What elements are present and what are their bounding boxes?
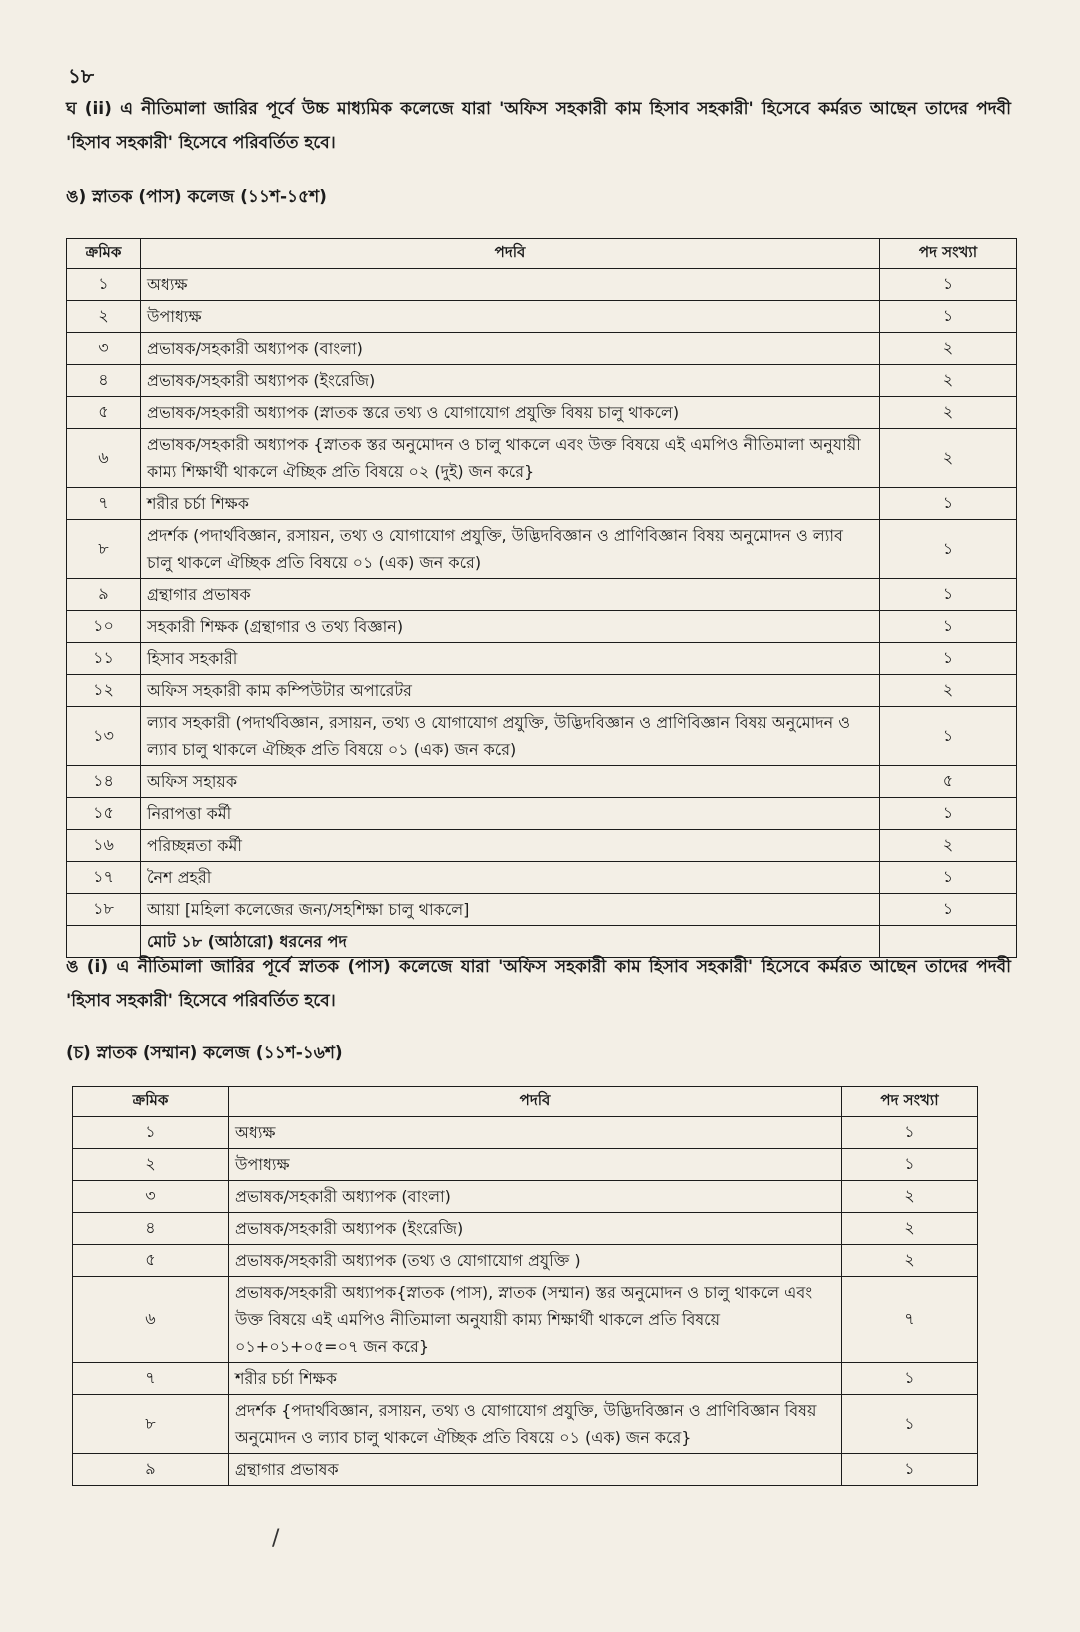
row-serial: ২: [73, 1149, 229, 1181]
row-count: ১: [880, 301, 1017, 333]
row-count: ১: [880, 798, 1017, 830]
table-row: [73, 1363, 978, 1395]
table-row: [67, 643, 1017, 675]
table-row: [73, 1454, 978, 1486]
row-count: ১: [880, 269, 1017, 301]
row-post: অধ্যক্ষ: [229, 1117, 842, 1149]
table-row: [73, 1395, 978, 1454]
row-count: ১: [880, 707, 1017, 766]
header-count: পদ সংখ্যা: [880, 239, 1017, 269]
row-count: ২: [880, 429, 1017, 488]
row-count: ১: [880, 579, 1017, 611]
row-count: ৭: [842, 1277, 978, 1363]
page-number: ১৮: [68, 64, 94, 88]
table-header-row: [73, 1087, 978, 1117]
table-row: [67, 766, 1017, 798]
row-serial: ৪: [73, 1213, 229, 1245]
row-post: ল্যাব সহকারী (পদার্থবিজ্ঞান, রসায়ন, তথ্য ও যোগাযোগ প্রযুক্তি, উদ্ভিদবিজ্ঞান ও প্রাণিবিজ্ঞান বিষয় অনুমোদন ও ল্যাব চালু থাকলে ঐচ্ছিক প্রতি বিষয়ে ০১ (এক) জন করে): [141, 707, 880, 766]
row-post: অধ্যক্ষ: [141, 269, 880, 301]
row-post: প্রভাষক/সহকারী অধ্যাপক (বাংলা): [141, 333, 880, 365]
row-serial: ১৬: [67, 830, 141, 862]
row-serial: ৯: [67, 579, 141, 611]
row-count: ১: [880, 894, 1017, 926]
row-serial: ১১: [67, 643, 141, 675]
header-serial: ক্রমিক: [67, 239, 141, 269]
row-serial: ১৩: [67, 707, 141, 766]
row-post: নৈশ প্রহরী: [141, 862, 880, 894]
paragraph-note-umo: ঙ (i) এ নীতিমালা জারির পূর্বে স্নাতক (পাস) কলেজে যারা 'অফিস সহকারী কাম হিসাব সহকারী' হিসেবে কর্মরত আছেন তাদের পদবী 'হিসাব সহকারী' হিসেবে পরিবর্তিত হবে।: [66, 957, 1011, 1011]
row-count: ২: [880, 333, 1017, 365]
row-serial: ৪: [67, 365, 141, 397]
stray-pen-mark: /: [272, 1526, 280, 1551]
row-post: প্রভাষক/সহকারী অধ্যাপক (স্নাতক স্তরে তথ্য ও যোগাযোগ প্রযুক্তি বিষয় চালু থাকলে): [141, 397, 880, 429]
row-post: শরীর চর্চা শিক্ষক: [141, 488, 880, 520]
row-post: প্রদর্শক (পদার্থবিজ্ঞান, রসায়ন, তথ্য ও যোগাযোগ প্রযুক্তি, উদ্ভিদবিজ্ঞান ও প্রাণিবিজ্ঞান বিষয় অনুমোদন ও ল্যাব চালু থাকলে ঐচ্ছিক প্রতি বিষয়ে ০১ (এক) জন করে): [141, 520, 880, 579]
table-row: [67, 611, 1017, 643]
row-post: প্রদর্শক {পদার্থবিজ্ঞান, রসায়ন, তথ্য ও যোগাযোগ প্রযুক্তি, উদ্ভিদবিজ্ঞান ও প্রাণিবিজ্ঞান বিষয় অনুমোদন ও ল্যাব চালু থাকলে ঐচ্ছিক প্রতি বিষয়ে ০১ (এক) জন করে}: [229, 1395, 842, 1454]
section-title-pass-college: ঙ) স্নাতক (পাস) কলেজ (১১শ-১৫শ): [66, 187, 327, 207]
table-header-row: [67, 239, 1017, 269]
table-row: [73, 1149, 978, 1181]
row-post: অফিস সহকারী কাম কম্পিউটার অপারেটর: [141, 675, 880, 707]
row-serial: ২: [67, 301, 141, 333]
row-post: উপাধ্যক্ষ: [141, 301, 880, 333]
table-row: [67, 798, 1017, 830]
row-serial: ১: [67, 269, 141, 301]
header-serial: ক্রমিক: [73, 1087, 229, 1117]
row-serial: ৩: [73, 1181, 229, 1213]
table-row: [67, 707, 1017, 766]
table-row: [67, 333, 1017, 365]
table-row: [67, 488, 1017, 520]
row-count: ১: [880, 520, 1017, 579]
row-post: প্রভাষক/সহকারী অধ্যাপক (ইংরেজি): [229, 1213, 842, 1245]
row-serial: ৮: [73, 1395, 229, 1454]
row-serial: ১০: [67, 611, 141, 643]
row-post: অফিস সহায়ক: [141, 766, 880, 798]
row-post: উপাধ্যক্ষ: [229, 1149, 842, 1181]
row-serial: ১: [73, 1117, 229, 1149]
row-post: গ্রন্থাগার প্রভাষক: [229, 1454, 842, 1486]
row-post: প্রভাষক/সহকারী অধ্যাপক {স্নাতক স্তর অনুমোদন ও চালু থাকলে এবং উক্ত বিষয়ে এই এমপিও নীতিমালা অনুযায়ী কাম্য শিক্ষার্থী থাকলে ঐচ্ছিক প্রতি বিষয়ে ০২ (দুই) জন করে}: [141, 429, 880, 488]
post-table-honours-college: [72, 1086, 978, 1486]
table-row: [73, 1181, 978, 1213]
table-row: [67, 894, 1017, 926]
row-post: শরীর চর্চা শিক্ষক: [229, 1363, 842, 1395]
row-serial: ৭: [67, 488, 141, 520]
row-serial: ৯: [73, 1454, 229, 1486]
table-row: [73, 1213, 978, 1245]
row-count: ২: [880, 830, 1017, 862]
row-post: আয়া [মহিলা কলেজের জন্য/সহশিক্ষা চালু থাকলে]: [141, 894, 880, 926]
row-count: ২: [842, 1245, 978, 1277]
row-post: হিসাব সহকারী: [141, 643, 880, 675]
row-serial: ৭: [73, 1363, 229, 1395]
section-title-honours-college: (চ) স্নাতক (সম্মান) কলেজ (১১শ-১৬শ): [66, 1043, 343, 1063]
header-post: পদবি: [229, 1087, 842, 1117]
row-serial: ৩: [67, 333, 141, 365]
row-serial: ৫: [67, 397, 141, 429]
table-row: [67, 579, 1017, 611]
row-count: ২: [842, 1213, 978, 1245]
row-serial: ১২: [67, 675, 141, 707]
table-row: [67, 269, 1017, 301]
post-table-pass-college: [66, 238, 1017, 958]
row-post: গ্রন্থাগার প্রভাষক: [141, 579, 880, 611]
row-serial: ৮: [67, 520, 141, 579]
table-row: [67, 301, 1017, 333]
row-count: ১: [880, 488, 1017, 520]
header-post: পদবি: [141, 239, 880, 269]
row-count: ১: [842, 1454, 978, 1486]
table-row: [67, 862, 1017, 894]
header-count: পদ সংখ্যা: [842, 1087, 978, 1117]
table-row: [67, 365, 1017, 397]
row-serial: ১৭: [67, 862, 141, 894]
row-count: ৫: [880, 766, 1017, 798]
row-count: ২: [880, 675, 1017, 707]
row-post: নিরাপত্তা কর্মী: [141, 798, 880, 830]
table-row: [67, 520, 1017, 579]
row-count: ২: [880, 365, 1017, 397]
row-serial: ৬: [67, 429, 141, 488]
paragraph-note-gha: ঘ (ii) এ নীতিমালা জারির পূর্বে উচ্চ মাধ্যমিক কলেজে যারা 'অফিস সহকারী কাম হিসাব সহকারী' হিসেবে কর্মরত আছেন তাদের পদবী 'হিসাব সহকারী' হিসেবে পরিবর্তিত হবে।: [66, 99, 1011, 153]
row-count: ১: [880, 611, 1017, 643]
total-label: মোট ১৮ (আঠারো) ধরনের পদ: [141, 926, 880, 958]
row-post: সহকারী শিক্ষক (গ্রন্থাগার ও তথ্য বিজ্ঞান): [141, 611, 880, 643]
table-row: [67, 429, 1017, 488]
row-serial: ১৫: [67, 798, 141, 830]
row-count: ১: [842, 1395, 978, 1454]
table-row: [73, 1245, 978, 1277]
table-row: [73, 1117, 978, 1149]
row-count: ১: [842, 1149, 978, 1181]
row-post: প্রভাষক/সহকারী অধ্যাপক (বাংলা): [229, 1181, 842, 1213]
row-serial: ১৪: [67, 766, 141, 798]
table-row: [67, 675, 1017, 707]
row-serial: ৫: [73, 1245, 229, 1277]
table-row: [73, 1277, 978, 1363]
table-row: [67, 397, 1017, 429]
row-count: ১: [880, 643, 1017, 675]
row-post: প্রভাষক/সহকারী অধ্যাপক (তথ্য ও যোগাযোগ প্রযুক্তি ): [229, 1245, 842, 1277]
row-count: ১: [842, 1117, 978, 1149]
table-row: [67, 830, 1017, 862]
row-serial: ১৮: [67, 894, 141, 926]
row-post: প্রভাষক/সহকারী অধ্যাপক (ইংরেজি): [141, 365, 880, 397]
row-count: ২: [880, 397, 1017, 429]
row-post: পরিচ্ছন্নতা কর্মী: [141, 830, 880, 862]
row-post: প্রভাষক/সহকারী অধ্যাপক{স্নাতক (পাস), স্নাতক (সম্মান) স্তর অনুমোদন ও চালু থাকলে এবং উক্ত বিষয়ে এই এমপিও নীতিমালা অনুযায়ী কাম্য শিক্ষার্থী থাকলে প্রতি বিষয়ে ০১+০১+০৫=০৭ জন করে}: [229, 1277, 842, 1363]
row-count: ১: [880, 862, 1017, 894]
row-count: ১: [842, 1363, 978, 1395]
row-count: ২: [842, 1181, 978, 1213]
row-serial: ৬: [73, 1277, 229, 1363]
